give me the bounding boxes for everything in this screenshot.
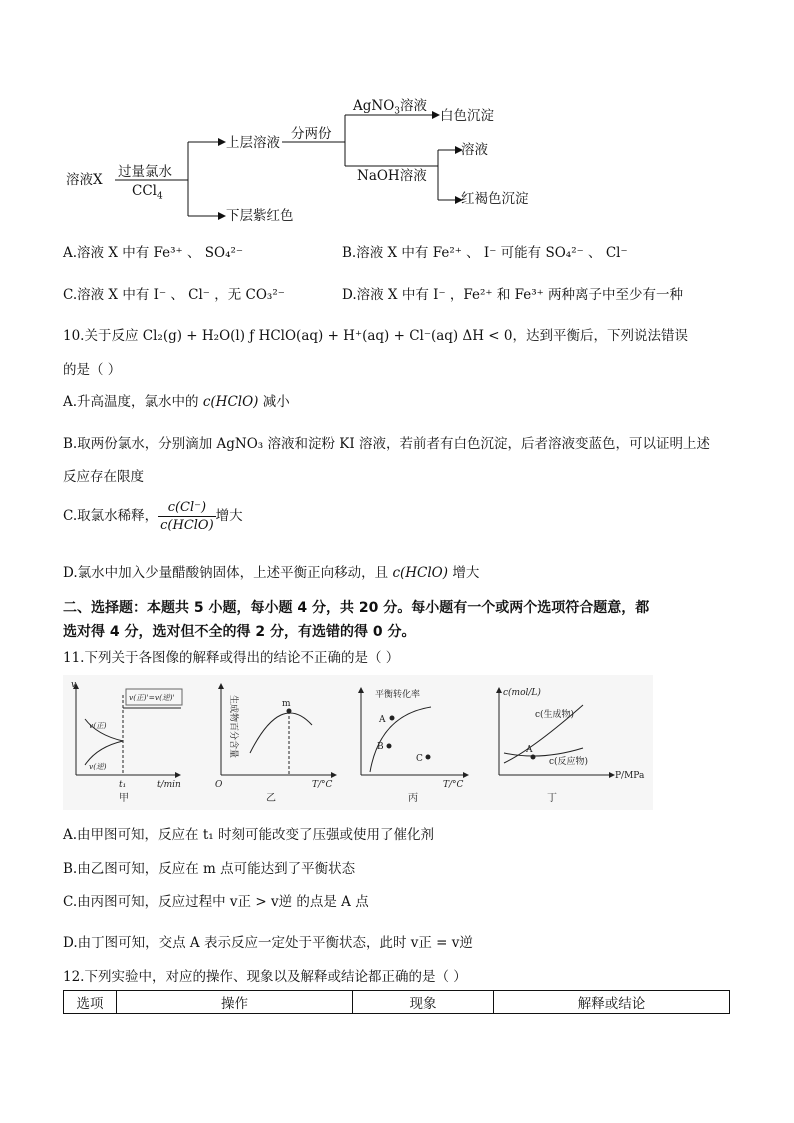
flow-solution: 溶液	[461, 142, 488, 158]
table-header-phenomenon: 现象	[353, 991, 494, 1014]
g3-x-label: T/°C	[443, 780, 464, 790]
g3-a-label: A	[379, 715, 386, 725]
q9-option-b: B.溶液 X 中有 Fe²⁺ 、 I⁻ 可能有 SO₄²⁻ 、 Cl⁻	[342, 245, 628, 261]
q10-option-a: A.升高温度，氯水中的 c(HClO) 减小	[63, 394, 290, 410]
q10-option-c: C.取氯水稀释， $\frac{c(Cl^-)}{\text{c(HClO)}}$ 增大	[63, 500, 243, 533]
g3-title: 平衡转化率	[375, 690, 421, 700]
g4-product-label: c(生成物)	[535, 710, 575, 720]
g1-x-label: t/min	[157, 780, 181, 790]
q12-stem: 12.下列实验中，对应的操作、现象以及解释或结论都正确的是（ ）	[63, 969, 467, 985]
q10-option-d: D.氯水中加入少量醋酸钠固体，上述平衡正向移动，且 c(HClO) 增大	[63, 565, 480, 581]
q10-fraction: $\frac{c(Cl^-)}{\text{c(HClO)}}$	[160, 500, 214, 533]
q10-stem-line1: 10.关于反应 Cl₂(g) + H₂O(l) ƒ HClO(aq) + H⁺(aq) + Cl⁻(aq) ΔH < 0，达到平衡后，下列说法错误	[63, 328, 688, 344]
q11-option-a: A.由甲图可知，反应在 t₁ 时刻可能改变了压强或使用了催化剂	[63, 827, 434, 843]
q9-option-d: D.溶液 X 中有 I⁻ ，Fe²⁺ 和 Fe³⁺ 两种离子中至少有一种	[342, 287, 684, 303]
g1-caption: 甲	[119, 793, 129, 804]
g1-t1-label: t₁	[119, 780, 127, 790]
g3-b-label: B	[377, 742, 384, 752]
q11-option-d: D.由丁图可知，交点 A 表示反应一定处于平衡状态，此时 v正 = v逆	[63, 935, 473, 951]
flow-naoh: NaOH溶液	[357, 168, 427, 184]
g2-y-label: 生成物百分含量	[228, 695, 238, 759]
q9-option-c: C.溶液 X 中有 I⁻ 、 Cl⁻ ，无 CO₃²⁻	[63, 287, 285, 303]
flow-start: 溶液X	[66, 172, 103, 188]
table-header-row	[64, 991, 730, 1014]
flow-reagent-bottom: CCl$_4$	[132, 183, 163, 202]
g2-origin-label: O	[215, 780, 223, 790]
table-header-conclusion: 解释或结论	[494, 991, 730, 1014]
g2-x-label: T/°C	[312, 780, 333, 790]
section2-heading-line2: 选对得 4 分，选对但不全的得 2 分，有选错的得 0 分。	[63, 624, 416, 640]
flow-reagent-top: 过量氯水	[118, 164, 172, 180]
q10-option-b-line2: 反应存在限度	[63, 469, 144, 485]
g1-vz-label: v(正)	[89, 721, 107, 730]
q11-graphs-figure	[63, 675, 653, 810]
q11-stem: 11.下列关于各图像的解释或得出的结论不正确的是（ ）	[63, 650, 400, 666]
flow-upper-layer: 上层溶液	[226, 135, 280, 151]
g4-y-label: c(mol/L)	[503, 688, 541, 698]
q10-stem-line2: 的是（ ）	[63, 362, 122, 378]
q11-option-b: B.由乙图可知，反应在 m 点可能达到了平衡状态	[63, 861, 356, 877]
g3-caption: 丙	[408, 793, 418, 804]
g4-a-label: A	[526, 745, 533, 755]
g4-caption: 丁	[547, 793, 557, 804]
table-header-operation: 操作	[117, 991, 353, 1014]
g1-equal-label: v(正)'=v(逆)'	[129, 693, 175, 702]
q11-option-c: C.由丙图可知，反应过程中 v正 > v逆 的点是 A 点	[63, 894, 369, 910]
g3-c-label: C	[416, 754, 423, 764]
table-header-option: 选项	[64, 991, 117, 1014]
q12-table	[63, 990, 730, 1014]
g4-x-label: P/MPa	[615, 771, 645, 781]
flow-agno3: AgNO$_3$溶液	[353, 98, 428, 117]
q10-option-b-line1: B.取两份氯水，分别滴加 AgNO₃ 溶液和淀粉 KI 溶液，若前者有白色沉淀，后者溶液变蓝色，可以证明上述	[63, 436, 710, 452]
g1-vn-label: v(逆)	[89, 762, 107, 771]
flow-red-brown-precipitate: 红褐色沉淀	[461, 191, 529, 207]
g1-y-label: v	[71, 680, 77, 690]
flow-lower-layer: 下层紫红色	[226, 208, 294, 224]
flow-white-precipitate: 白色沉淀	[440, 108, 494, 124]
section2-heading-line1: 二、选择题：本题共 5 小题，每小题 4 分，共 20 分。每小题有一个或两个选项符合题意，都	[63, 600, 650, 616]
q9-option-a: A.溶液 X 中有 Fe³⁺ 、 SO₄²⁻	[63, 245, 244, 261]
g4-reactant-label: c(反应物)	[549, 757, 589, 767]
g2-caption: 乙	[266, 793, 276, 804]
g2-m-label: m	[282, 699, 291, 709]
flow-split: 分两份	[291, 126, 332, 142]
